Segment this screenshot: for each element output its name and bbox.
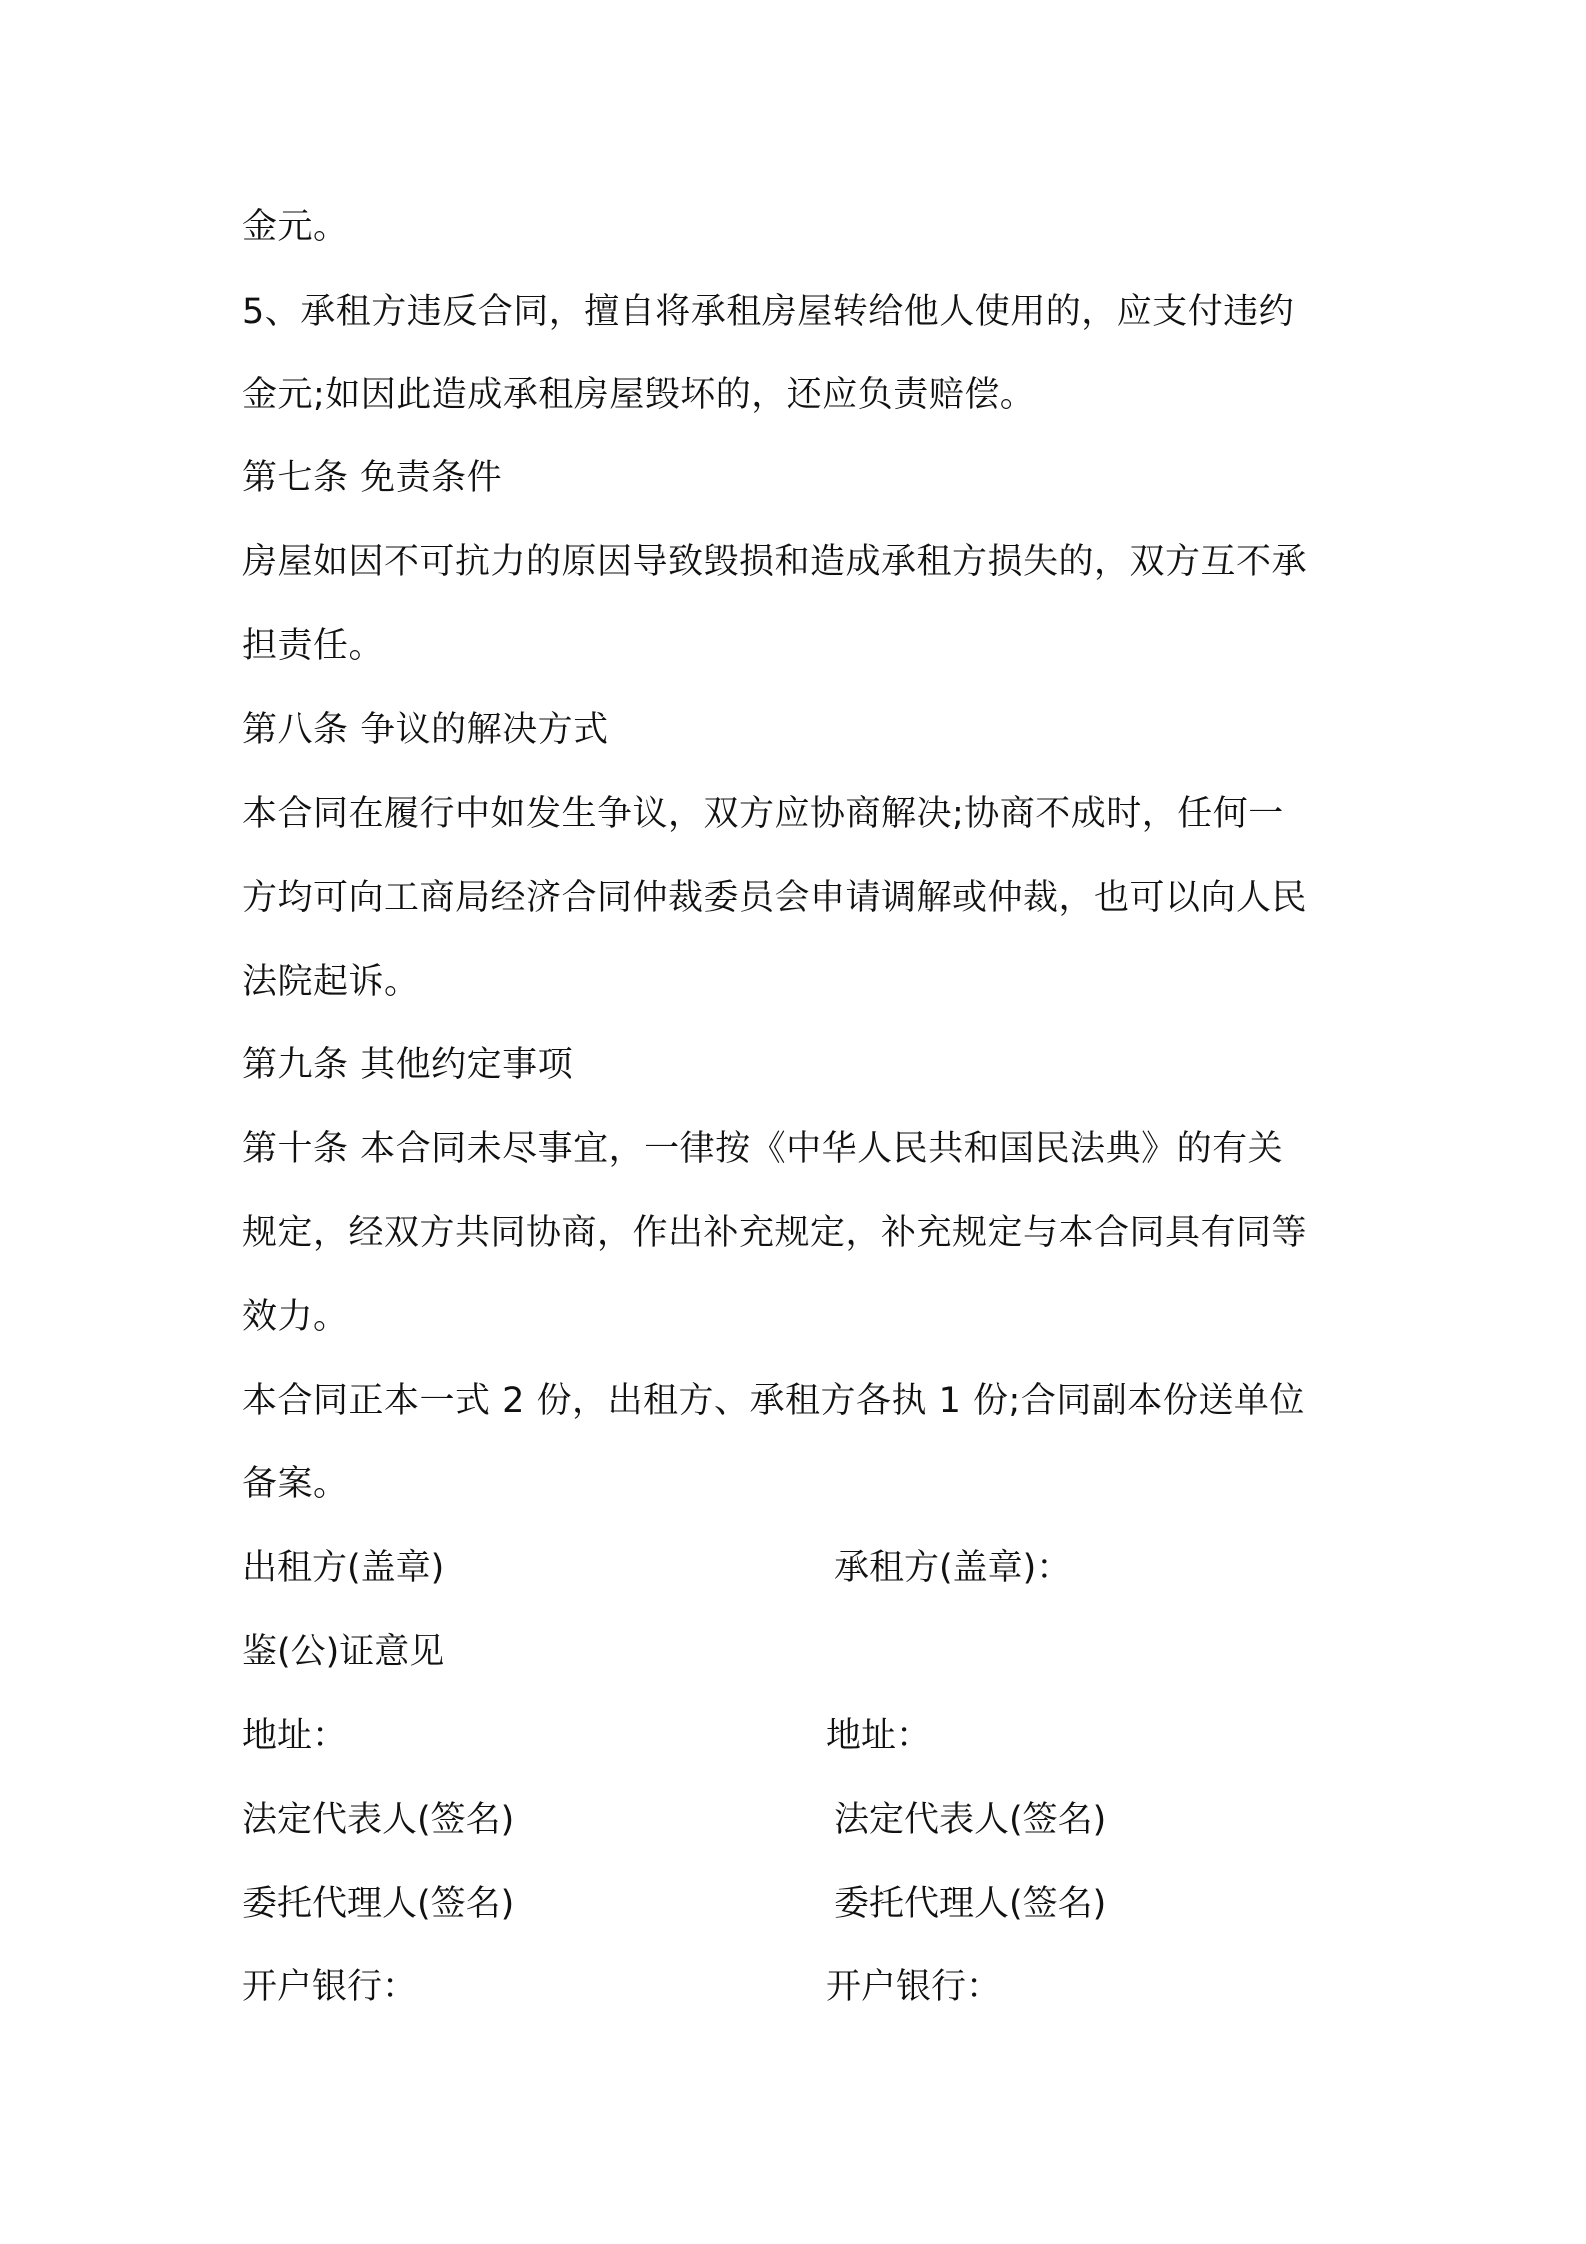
lessee-seal-label: 承租方(盖章)： [834, 1548, 1072, 1588]
lessor-seal-label: 出租方(盖章) [242, 1548, 445, 1588]
bank-left-label: 开户银行： [242, 1967, 418, 2007]
paragraph-line-8: 本合同在履行中如发生争议，双方应协商解决;协商不成时，任何一 [242, 794, 1284, 834]
section-heading-7: 第七条 免责条件 [242, 458, 503, 498]
section-heading-10: 第十条 本合同未尽事宜，一律按《中华人民共和国民法典》的有关 [242, 1129, 1284, 1169]
paragraph-line-3: 金元;如因此造成承租房屋毁坏的，还应负责赔偿。 [242, 375, 1036, 415]
paragraph-line-9: 方均可向工商局经济合同仲裁委员会申请调解或仲裁，也可以向人民 [242, 878, 1308, 918]
address-left-label: 地址： [242, 1716, 348, 1756]
paragraph-line-14: 效力。 [242, 1297, 349, 1337]
address-right-label: 地址： [826, 1716, 932, 1756]
section-heading-9: 第九条 其他约定事项 [242, 1045, 574, 1085]
agent-right-label: 委托代理人(签名) [834, 1884, 1107, 1924]
notary-opinion-label: 鉴(公)证意见 [242, 1632, 445, 1672]
paragraph-line-2: 5、承租方违反合同，擅自将承租房屋转给他人使用的，应支付违约 [242, 292, 1295, 332]
paragraph-line-13: 规定，经双方共同协商，作出补充规定，补充规定与本合同具有同等 [242, 1213, 1308, 1253]
agent-left-label: 委托代理人(签名) [242, 1884, 515, 1924]
paragraph-line-10: 法院起诉。 [242, 962, 420, 1002]
paragraph-line-15: 本合同正本一式 2 份，出租方、承租方各执 1 份;合同副本份送单位 [242, 1381, 1305, 1421]
bank-right-label: 开户银行： [826, 1967, 1002, 2007]
paragraph-line-6: 担责任。 [242, 626, 385, 666]
legal-rep-right-label: 法定代表人(签名) [834, 1800, 1107, 1840]
paragraph-line-16: 备案。 [242, 1464, 349, 1504]
paragraph-line-1: 金元。 [242, 207, 349, 247]
section-heading-8: 第八条 争议的解决方式 [242, 710, 609, 750]
legal-rep-left-label: 法定代表人(签名) [242, 1800, 515, 1840]
paragraph-line-5: 房屋如因不可抗力的原因导致毁损和造成承租方损失的，双方互不承 [242, 542, 1308, 582]
